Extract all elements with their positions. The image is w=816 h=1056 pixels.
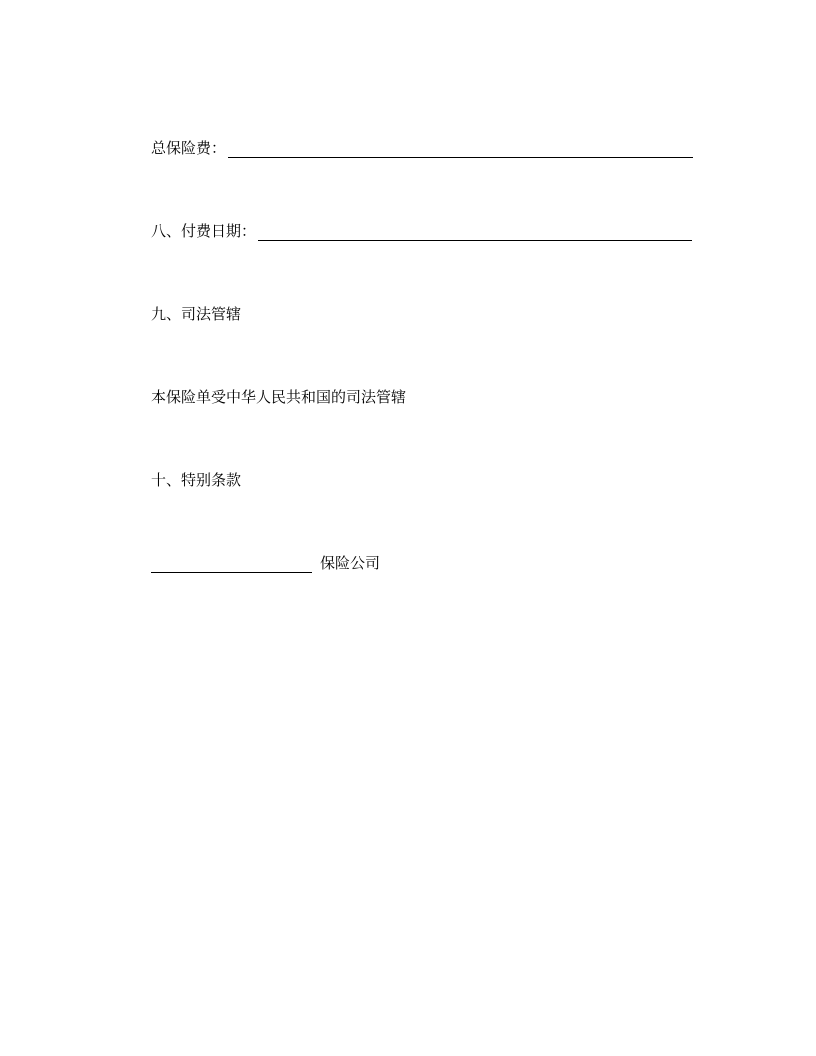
company-name-blank-line [151, 558, 312, 573]
total-premium-row [151, 138, 693, 158]
company-suffix: 保险公司 [320, 554, 381, 572]
jurisdiction-text: 本保险单受中华人民共和国的司法管辖 [151, 388, 407, 406]
special-terms-heading: 十、特别条款 [151, 471, 242, 489]
payment-date-row [151, 221, 692, 241]
company-signature-row [151, 553, 380, 573]
total-premium-blank-line [228, 143, 693, 158]
jurisdiction-heading: 九、司法管辖 [151, 305, 242, 323]
payment-date-blank-line [258, 226, 692, 241]
total-premium-label: 总保险费： [151, 139, 227, 157]
payment-date-label: 八、付费日期： [151, 222, 257, 240]
